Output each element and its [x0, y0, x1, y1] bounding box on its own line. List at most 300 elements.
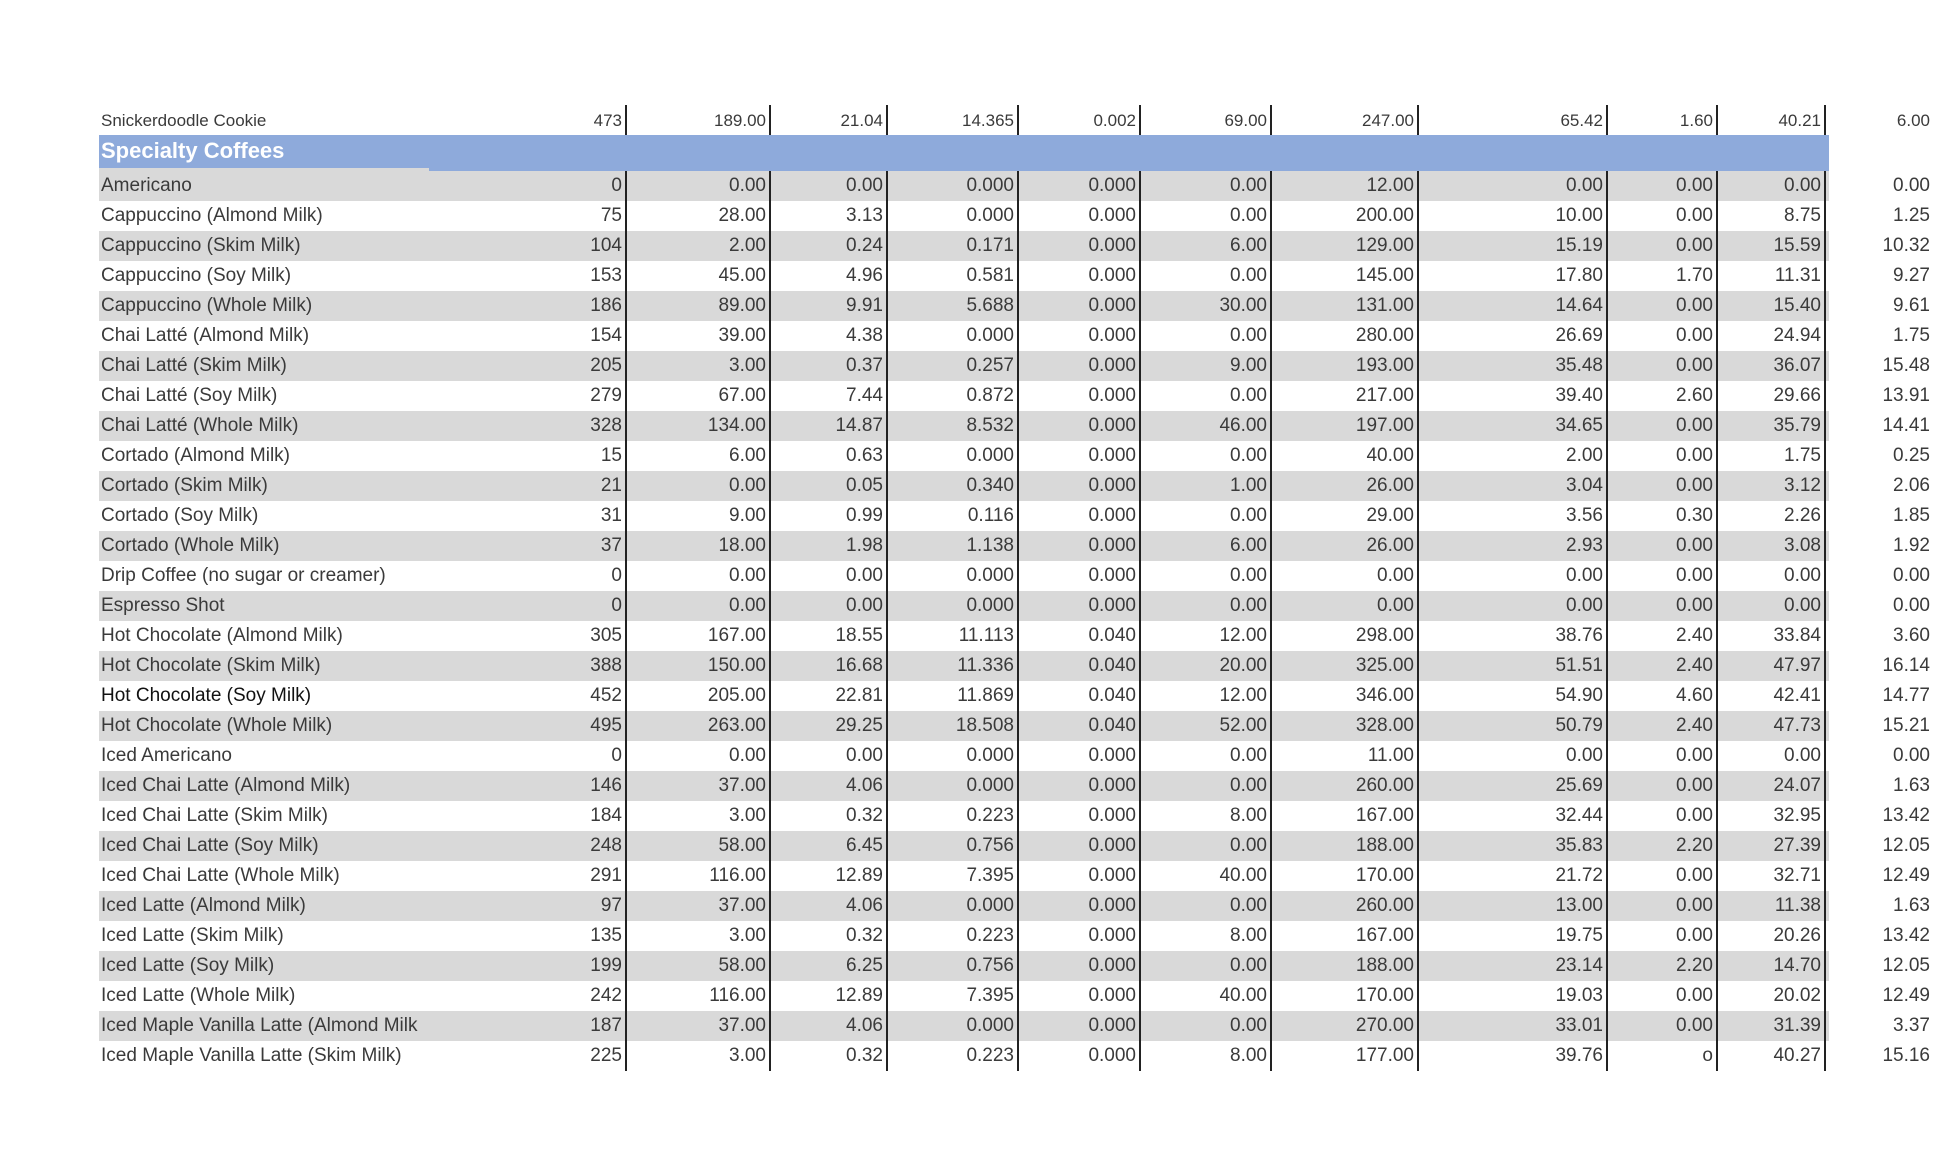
value-cell: 0.00	[1419, 171, 1608, 201]
value-cell: 0.000	[1019, 531, 1141, 561]
value-cell: 0.000	[1019, 291, 1141, 321]
value-cell: 2.40	[1608, 711, 1718, 741]
table-row	[99, 441, 1930, 471]
value-cell: 170.00	[1272, 861, 1419, 891]
section-title: Specialty Coffees	[101, 138, 285, 163]
value-cell: 13.91	[1882, 385, 1930, 406]
table-row	[99, 831, 1930, 861]
value-cell: 0.000	[1019, 831, 1141, 861]
value-cell: 0.00	[1141, 201, 1272, 231]
value-cell: 3.13	[771, 201, 888, 231]
value-cell: 0.756	[888, 951, 1019, 981]
value-cell: 0.00	[1272, 561, 1419, 591]
value-cell: 0.000	[1019, 861, 1141, 891]
value-cell: 0.00	[1608, 411, 1718, 441]
value-cell: 184	[429, 801, 627, 831]
value-cell: 0.002	[1019, 105, 1141, 135]
value-cell: 0.000	[1019, 261, 1141, 291]
value-cell: 187	[429, 1011, 627, 1041]
value-cell: 11.113	[888, 621, 1019, 651]
value-cell: 0.00	[1608, 531, 1718, 561]
value-cell: 26.69	[1419, 321, 1608, 351]
value-cell: 0.99	[771, 501, 888, 531]
item-name-cell: Hot Chocolate (Skim Milk)	[101, 655, 321, 676]
item-name-cell: Hot Chocolate (Soy Milk)	[101, 685, 312, 706]
value-cell: 35.48	[1419, 351, 1608, 381]
value-cell: 8.00	[1141, 1041, 1272, 1071]
value-cell: 0.00	[1893, 565, 1930, 586]
value-cell: 11.38	[1718, 891, 1826, 921]
value-cell: 37	[429, 531, 627, 561]
value-cell: 0.000	[1019, 351, 1141, 381]
value-cell: 12.89	[771, 981, 888, 1011]
value-cell: 473	[429, 105, 627, 135]
value-cell: 0.000	[1019, 201, 1141, 231]
value-cell: 4.60	[1608, 681, 1718, 711]
value-cell: 0.32	[771, 921, 888, 951]
value-cell: 32.71	[1718, 861, 1826, 891]
value-cell: 0.00	[1893, 595, 1930, 616]
table-row	[99, 621, 1930, 651]
value-cell: 0.00	[1141, 381, 1272, 411]
value-cell: 260.00	[1272, 771, 1419, 801]
table-row	[99, 561, 1930, 591]
value-cell: 3.00	[627, 801, 771, 831]
value-cell: 0.00	[1141, 171, 1272, 201]
item-name-cell: Iced Latte (Almond Milk)	[101, 895, 306, 916]
table-row	[99, 105, 1930, 135]
value-cell: 0.872	[888, 381, 1019, 411]
value-cell: 0.00	[627, 741, 771, 771]
value-cell: 248	[429, 831, 627, 861]
value-cell: 0.000	[1019, 1041, 1141, 1071]
value-cell: 279	[429, 381, 627, 411]
value-cell: 1.75	[1718, 441, 1826, 471]
value-cell: 12.00	[1141, 681, 1272, 711]
value-cell: 0.00	[1608, 921, 1718, 951]
value-cell: 4.06	[771, 771, 888, 801]
value-cell: 9.27	[1893, 265, 1930, 286]
value-cell: 0.756	[888, 831, 1019, 861]
value-cell: 2.00	[627, 231, 771, 261]
item-name-cell: Iced Latte (Skim Milk)	[101, 925, 284, 946]
value-cell: 5.688	[888, 291, 1019, 321]
value-cell: 170.00	[1272, 981, 1419, 1011]
value-cell: 40.27	[1718, 1041, 1826, 1071]
value-cell: 0.223	[888, 1041, 1019, 1071]
value-cell: 0.116	[888, 501, 1019, 531]
nutrition-sheet	[99, 105, 1930, 1071]
value-cell: 0.000	[888, 171, 1019, 201]
value-cell: 50.79	[1419, 711, 1608, 741]
value-cell: 6.00	[1141, 231, 1272, 261]
value-cell: 35.79	[1718, 411, 1826, 441]
value-cell: 8.75	[1718, 201, 1826, 231]
data-rows	[99, 171, 1930, 1071]
value-cell: 40.00	[1141, 861, 1272, 891]
value-cell: 52.00	[1141, 711, 1272, 741]
table-row	[99, 1041, 1930, 1071]
value-cell: 0.00	[1608, 441, 1718, 471]
value-cell: 135	[429, 921, 627, 951]
value-cell: 39.00	[627, 321, 771, 351]
value-cell: 1.63	[1893, 895, 1930, 916]
value-cell: 0.00	[1608, 171, 1718, 201]
value-cell: 189.00	[627, 105, 771, 135]
value-cell: 1.98	[771, 531, 888, 561]
value-cell: 145.00	[1272, 261, 1419, 291]
value-cell: 13.00	[1419, 891, 1608, 921]
value-cell: 58.00	[627, 831, 771, 861]
table-row	[99, 171, 1930, 201]
item-name-cell: Hot Chocolate (Almond Milk)	[101, 625, 343, 646]
item-name-cell: Cortado (Skim Milk)	[101, 475, 268, 496]
value-cell: 0.00	[1141, 831, 1272, 861]
value-cell: 150.00	[627, 651, 771, 681]
value-cell: 7.44	[771, 381, 888, 411]
table-row	[99, 681, 1930, 711]
value-cell: 24.94	[1718, 321, 1826, 351]
value-cell: 4.96	[771, 261, 888, 291]
value-cell: 0	[429, 171, 627, 201]
value-cell: 0.000	[888, 441, 1019, 471]
value-cell: 1.63	[1893, 775, 1930, 796]
value-cell: 0.00	[1718, 171, 1826, 201]
value-cell: 0.171	[888, 231, 1019, 261]
value-cell: 40.00	[1272, 441, 1419, 471]
value-cell: 0.00	[1608, 561, 1718, 591]
value-cell: 0.00	[1608, 1011, 1718, 1041]
value-cell: 20.00	[1141, 651, 1272, 681]
item-name-cell: Espresso Shot	[101, 595, 225, 616]
value-cell: 1.60	[1608, 105, 1718, 135]
value-cell: 0.581	[888, 261, 1019, 291]
value-cell: 200.00	[1272, 201, 1419, 231]
value-cell: 21.72	[1419, 861, 1608, 891]
value-cell: 0.32	[771, 1041, 888, 1071]
value-cell: 26.00	[1272, 471, 1419, 501]
value-cell: 0.000	[1019, 471, 1141, 501]
value-cell: 0.000	[888, 891, 1019, 921]
value-cell: 22.81	[771, 681, 888, 711]
value-cell: 104	[429, 231, 627, 261]
value-cell: 46.00	[1141, 411, 1272, 441]
value-cell: 1.75	[1893, 325, 1930, 346]
value-cell: 0.00	[1141, 441, 1272, 471]
table-row	[99, 771, 1930, 801]
value-cell: 325.00	[1272, 651, 1419, 681]
value-cell: 0.00	[1608, 771, 1718, 801]
value-cell: 7.395	[888, 861, 1019, 891]
value-cell: 10.00	[1419, 201, 1608, 231]
table-row	[99, 351, 1930, 381]
value-cell: 452	[429, 681, 627, 711]
value-cell: 0.00	[1608, 201, 1718, 231]
value-cell: 9.00	[627, 501, 771, 531]
value-cell: 97	[429, 891, 627, 921]
value-cell: 30.00	[1141, 291, 1272, 321]
item-name-cell: Cappuccino (Whole Milk)	[101, 295, 313, 316]
value-cell: 21	[429, 471, 627, 501]
value-cell: 45.00	[627, 261, 771, 291]
value-cell: 6.25	[771, 951, 888, 981]
value-cell: 31	[429, 501, 627, 531]
value-cell: 29.00	[1272, 501, 1419, 531]
table-row	[99, 891, 1930, 921]
value-cell: 6.00	[1896, 111, 1930, 130]
value-cell: 32.95	[1718, 801, 1826, 831]
value-cell: 217.00	[1272, 381, 1419, 411]
value-cell: 4.06	[771, 1011, 888, 1041]
value-cell: 0.00	[1893, 745, 1930, 766]
item-name-cell: Americano	[101, 175, 192, 196]
value-cell: 14.77	[1882, 685, 1930, 706]
item-name-cell: Cortado (Almond Milk)	[101, 445, 290, 466]
value-cell: 1.92	[1893, 535, 1930, 556]
value-cell: 270.00	[1272, 1011, 1419, 1041]
value-cell: 242	[429, 981, 627, 1011]
value-cell: 0.000	[1019, 981, 1141, 1011]
value-cell: 0.000	[1019, 741, 1141, 771]
value-cell: 0	[429, 741, 627, 771]
value-cell: 19.03	[1419, 981, 1608, 1011]
value-cell: 0.00	[1608, 591, 1718, 621]
table-row	[99, 921, 1930, 951]
value-cell: 69.00	[1141, 105, 1272, 135]
value-cell: 0.040	[1019, 651, 1141, 681]
value-cell: 0.00	[1608, 291, 1718, 321]
value-cell: 25.69	[1419, 771, 1608, 801]
value-cell: 346.00	[1272, 681, 1419, 711]
value-cell: 0.223	[888, 921, 1019, 951]
value-cell: 3.37	[1893, 1015, 1930, 1036]
value-cell: 0.00	[1608, 231, 1718, 261]
value-cell: 0.340	[888, 471, 1019, 501]
value-cell: 34.65	[1419, 411, 1608, 441]
value-cell: 205.00	[627, 681, 771, 711]
value-cell: 4.06	[771, 891, 888, 921]
value-cell: 54.90	[1419, 681, 1608, 711]
value-cell: 33.01	[1419, 1011, 1608, 1041]
value-cell: 0.63	[771, 441, 888, 471]
value-cell: 0.000	[1019, 171, 1141, 201]
value-cell: 15.40	[1718, 291, 1826, 321]
value-cell: 27.39	[1718, 831, 1826, 861]
value-cell: 14.365	[888, 105, 1019, 135]
value-cell: 21.04	[771, 105, 888, 135]
value-cell: 0.000	[1019, 501, 1141, 531]
value-cell: 1.25	[1893, 205, 1930, 226]
value-cell: 4.38	[771, 321, 888, 351]
value-cell: 0.00	[771, 741, 888, 771]
value-cell: 0.00	[1608, 321, 1718, 351]
value-cell: 0.00	[1608, 741, 1718, 771]
table-row	[99, 261, 1930, 291]
value-cell: 298.00	[1272, 621, 1419, 651]
value-cell: 0.257	[888, 351, 1019, 381]
value-cell: 0.00	[1141, 951, 1272, 981]
value-cell: 0.00	[1141, 591, 1272, 621]
value-cell: 12.05	[1882, 955, 1930, 976]
value-cell: 225	[429, 1041, 627, 1071]
value-cell: 247.00	[1272, 105, 1419, 135]
table-row	[99, 591, 1930, 621]
table-row	[99, 741, 1930, 771]
table-row	[99, 501, 1930, 531]
value-cell: 0	[429, 591, 627, 621]
value-cell: 0.000	[1019, 561, 1141, 591]
value-cell: 47.97	[1718, 651, 1826, 681]
value-cell: 0.00	[771, 561, 888, 591]
item-name-cell: Cappuccino (Skim Milk)	[101, 235, 301, 256]
value-cell: 131.00	[1272, 291, 1419, 321]
value-cell: 16.68	[771, 651, 888, 681]
value-cell: 20.02	[1718, 981, 1826, 1011]
item-name-cell: Chai Latté (Almond Milk)	[101, 325, 310, 346]
value-cell: 129.00	[1272, 231, 1419, 261]
value-cell: 0.000	[1019, 921, 1141, 951]
value-cell: 188.00	[1272, 831, 1419, 861]
value-cell: 1.70	[1608, 261, 1718, 291]
item-name-cell: Iced Chai Latte (Soy Milk)	[101, 835, 319, 856]
value-cell: 40.21	[1718, 105, 1826, 135]
value-cell: 8.00	[1141, 921, 1272, 951]
value-cell: 2.20	[1608, 951, 1718, 981]
value-cell: 154	[429, 321, 627, 351]
value-cell: 0.00	[1419, 561, 1608, 591]
value-cell: 40.00	[1141, 981, 1272, 1011]
item-name-cell: Iced Chai Latte (Almond Milk)	[101, 775, 351, 796]
value-cell: 3.12	[1718, 471, 1826, 501]
value-cell: 89.00	[627, 291, 771, 321]
value-cell: 18.55	[771, 621, 888, 651]
item-name-cell: Iced Chai Latte (Whole Milk)	[101, 865, 340, 886]
value-cell: 0.00	[627, 471, 771, 501]
value-cell: 37.00	[627, 771, 771, 801]
value-cell: 39.40	[1419, 381, 1608, 411]
value-cell: 0.00	[1893, 175, 1930, 196]
value-cell: 7.395	[888, 981, 1019, 1011]
value-cell: 328	[429, 411, 627, 441]
value-cell: 188.00	[1272, 951, 1419, 981]
value-cell: 3.00	[627, 1041, 771, 1071]
value-cell: 0.00	[1419, 741, 1608, 771]
value-cell: 14.87	[771, 411, 888, 441]
value-cell: 0.00	[1141, 501, 1272, 531]
value-cell: 3.08	[1718, 531, 1826, 561]
value-cell: 116.00	[627, 861, 771, 891]
value-cell: 0.00	[1141, 741, 1272, 771]
table-row	[99, 471, 1930, 501]
value-cell: 0.05	[771, 471, 888, 501]
value-cell: 260.00	[1272, 891, 1419, 921]
value-cell: 36.07	[1718, 351, 1826, 381]
item-name-cell: Iced Maple Vanilla Latte (Skim Milk)	[101, 1045, 402, 1066]
value-cell: 197.00	[1272, 411, 1419, 441]
value-cell: 12.49	[1882, 865, 1930, 886]
value-cell: 37.00	[627, 1011, 771, 1041]
value-cell: 6.45	[771, 831, 888, 861]
value-cell: 6.00	[1141, 531, 1272, 561]
value-cell: 10.32	[1882, 235, 1930, 256]
value-cell: 12.89	[771, 861, 888, 891]
table-row	[99, 711, 1930, 741]
value-cell: 0.000	[888, 741, 1019, 771]
value-cell: 20.26	[1718, 921, 1826, 951]
value-cell: 2.93	[1419, 531, 1608, 561]
value-cell: 0.000	[888, 1011, 1019, 1041]
value-cell: 0.25	[1893, 445, 1930, 466]
value-cell: 0.000	[1019, 801, 1141, 831]
table-row	[99, 801, 1930, 831]
value-cell: 6.00	[627, 441, 771, 471]
value-cell: 0.000	[1019, 1011, 1141, 1041]
item-name-cell: Chai Latté (Whole Milk)	[101, 415, 299, 436]
value-cell: 51.51	[1419, 651, 1608, 681]
value-cell: 24.07	[1718, 771, 1826, 801]
item-name-cell: Cappuccino (Almond Milk)	[101, 205, 323, 226]
value-cell: 11.31	[1718, 261, 1826, 291]
value-cell: 177.00	[1272, 1041, 1419, 1071]
value-cell: 26.00	[1272, 531, 1419, 561]
value-cell: 1.138	[888, 531, 1019, 561]
value-cell: 12.00	[1141, 621, 1272, 651]
value-cell: o	[1608, 1041, 1718, 1071]
value-cell: 2.26	[1718, 501, 1826, 531]
value-cell: 199	[429, 951, 627, 981]
value-cell: 153	[429, 261, 627, 291]
value-cell: 15.19	[1419, 231, 1608, 261]
section-header	[99, 135, 1829, 171]
value-cell: 0.00	[1608, 351, 1718, 381]
value-cell: 0	[429, 561, 627, 591]
value-cell: 2.40	[1608, 621, 1718, 651]
value-cell: 0.000	[888, 771, 1019, 801]
value-cell: 0.000	[888, 201, 1019, 231]
value-cell: 19.75	[1419, 921, 1608, 951]
value-cell: 15	[429, 441, 627, 471]
value-cell: 0.30	[1608, 501, 1718, 531]
value-cell: 9.91	[771, 291, 888, 321]
value-cell: 388	[429, 651, 627, 681]
value-cell: 146	[429, 771, 627, 801]
value-cell: 15.21	[1882, 715, 1930, 736]
value-cell: 0.00	[1608, 471, 1718, 501]
value-cell: 3.60	[1893, 625, 1930, 646]
table-row	[99, 861, 1930, 891]
value-cell: 11.00	[1272, 741, 1419, 771]
value-cell: 37.00	[627, 891, 771, 921]
value-cell: 0.000	[888, 321, 1019, 351]
table-row	[99, 321, 1930, 351]
value-cell: 1.00	[1141, 471, 1272, 501]
table-row	[99, 381, 1930, 411]
value-cell: 0.00	[1272, 591, 1419, 621]
value-cell: 47.73	[1718, 711, 1826, 741]
item-name-cell: Cappuccino (Soy Milk)	[101, 265, 292, 286]
table-row	[99, 531, 1930, 561]
value-cell: 0.00	[1608, 981, 1718, 1011]
table-row	[99, 291, 1930, 321]
value-cell: 0.00	[1141, 771, 1272, 801]
value-cell: 0.00	[1141, 261, 1272, 291]
value-cell: 134.00	[627, 411, 771, 441]
value-cell: 205	[429, 351, 627, 381]
item-name-cell: Iced Chai Latte (Skim Milk)	[101, 805, 329, 826]
value-cell: 14.64	[1419, 291, 1608, 321]
value-cell: 2.20	[1608, 831, 1718, 861]
item-name-cell: Snickerdoodle Cookie	[101, 111, 267, 130]
